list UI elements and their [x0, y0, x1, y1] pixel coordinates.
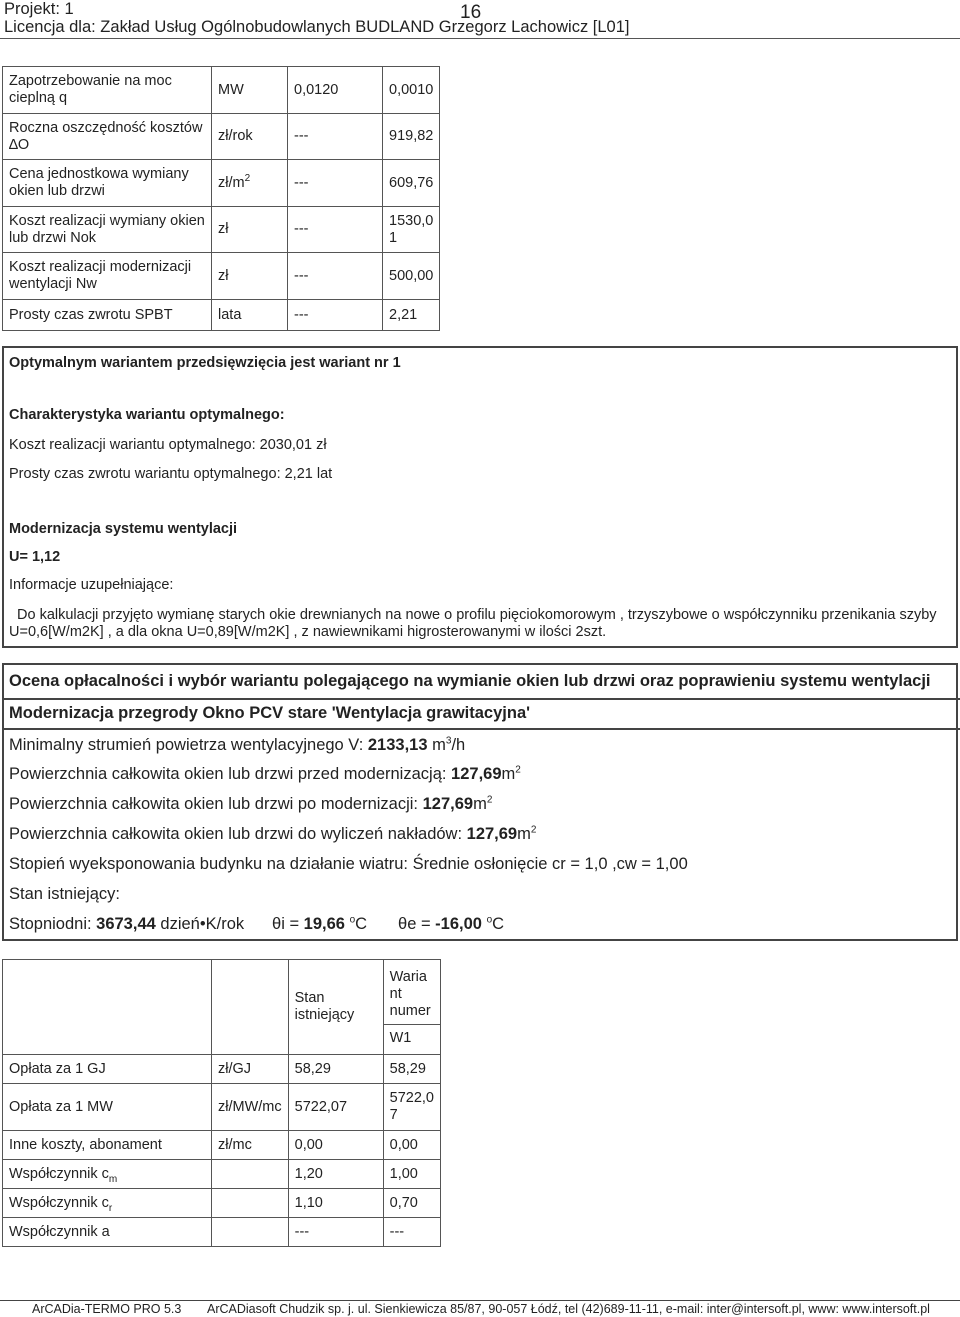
area-before-value: 127,69	[451, 765, 502, 783]
row-state: 1,20	[288, 1160, 383, 1189]
row-variant: 0,70	[383, 1189, 440, 1218]
row-variant: 58,29	[383, 1055, 440, 1084]
area-cost-value: 127,69	[466, 825, 518, 843]
footer-program: ArCADia-TERMO PRO 5.3	[32, 1302, 182, 1316]
row-unit: zł/GJ	[212, 1055, 289, 1084]
table-row	[3, 160, 440, 207]
table-row	[3, 1160, 441, 1189]
area-cost-line: Powierzchnia całkowita okien lub drzwi do wyliczeń nakładów: $127,69m^2$	[9, 824, 537, 843]
modernization-title: Modernizacja systemu wentylacji	[9, 521, 238, 537]
row-variant: 1530,0 1	[383, 207, 440, 253]
row-label: Koszt realizacji modernizacji wentylacji Nw	[3, 253, 212, 300]
header-empty	[212, 960, 289, 1055]
row-label: Roczna oszczędność kosztów ∆O	[3, 114, 212, 160]
row-state: ---	[288, 1218, 383, 1247]
existing-state-label: Stan istniejący:	[9, 885, 120, 903]
row-variant: ---	[383, 1218, 440, 1247]
col-state-header: Stan istniejący	[288, 960, 383, 1055]
assessment-box	[2, 663, 958, 941]
internal-temp: θi = 19,66 $^o$C	[272, 914, 368, 933]
tariff-table	[2, 959, 441, 1247]
row-variant: 919,82	[383, 114, 440, 160]
characteristics-title: Charakterystyka wariantu optymalnego:	[9, 407, 285, 423]
savings-table	[2, 66, 440, 331]
row-before: ---	[288, 253, 383, 300]
row-variant: 0,00	[383, 1131, 440, 1160]
area-before-line: Powierzchnia całkowita okien lub drzwi przed modernizacją: $127,69m^2$	[9, 764, 521, 783]
row-unit	[212, 1160, 289, 1189]
u-value: U= 1,12	[9, 549, 61, 565]
row-unit: zł/rok	[212, 114, 288, 160]
table-row	[3, 1055, 441, 1084]
table-header-row	[3, 960, 441, 1055]
airflow-value: 2133,13	[367, 736, 428, 754]
table-row	[3, 114, 440, 160]
row-unit: zł	[212, 207, 288, 253]
row-unit	[212, 1218, 289, 1247]
row-label: Opłata za 1 MW	[3, 1084, 212, 1131]
row-unit: zł/mc	[212, 1131, 289, 1160]
row-variant: 609,76	[383, 160, 440, 207]
info-line-1: Do kalkulacji przyjęto wymianę starych okie drewnianych na nowe o profilu pięciokomorowym , trzyszybowe o współczynniku przenikania szyby	[17, 607, 937, 623]
row-label: Zapotrzebowanie na moc cieplną q	[3, 67, 212, 114]
page-number: 16	[460, 2, 482, 23]
area-after-line: Powierzchnia całkowita okien lub drzwi po modernizacji: $127,69m^2$	[9, 794, 493, 813]
row-unit: MW	[212, 67, 288, 114]
row-label: Cena jednostkowa wymiany okien lub drzwi	[3, 160, 212, 207]
table-row	[3, 1131, 441, 1160]
project-label: Projekt: 1	[4, 0, 74, 18]
assessment-divider	[4, 728, 960, 730]
table-row	[3, 300, 440, 331]
table-row	[3, 253, 440, 300]
footer-company: ArCADiasoft Chudzik sp. j. ul. Sienkiewicza 85/87, 90-057 Łódź, tel (42)689-11-11, e-mail: inter@intersoft.pl, www: www.intersoft.pl	[207, 1302, 930, 1316]
row-label: Inne koszty, abonament	[3, 1131, 212, 1160]
table-row	[3, 207, 440, 253]
row-before: ---	[288, 300, 383, 331]
area-after-value: 127,69	[422, 795, 474, 813]
table-row	[3, 1084, 441, 1131]
row-unit: zł/MW/mc	[212, 1084, 289, 1131]
info-line-2: U=0,6[W/m2K] , a dla okna U=0,89[W/m2K] , z nawiewnikami higrosterowanymi w ilości 2szt.	[9, 624, 607, 640]
optimal-cost: Koszt realizacji wariantu optymalnego: 2030,01 zł	[9, 437, 327, 453]
row-label: Koszt realizacji wymiany okien lub drzwi Nok	[3, 207, 212, 253]
license-text: Licencja dla: Zakład Usług Ogólnobudowlanych BUDLAND Grzegorz Lachowicz [L01]	[4, 18, 630, 36]
delta-symbol: ∆O	[9, 136, 30, 153]
optimal-variant-text: Optymalnym wariantem przedsięwzięcia jest wariant nr 1	[9, 355, 401, 371]
row-label: Współczynnik $c_r$	[3, 1189, 212, 1218]
wind-exposure: Stopień wyeksponowania budynku na działanie wiatru: Średnie osłonięcie cr = 1,0 ,cw = 1,00	[9, 855, 688, 873]
assessment-subtitle: Modernizacja przegrody Okno PCV stare 'Wentylacja grawitacyjna'	[9, 704, 531, 722]
row-before: ---	[288, 114, 383, 160]
row-label: Prosty czas zwrotu SPBT	[3, 300, 212, 331]
row-before: ---	[288, 160, 383, 207]
airflow-line: Minimalny strumień powietrza wentylacyjnego V: 2133,13 $m^3/h$	[9, 735, 466, 754]
row-unit: lata	[212, 300, 288, 331]
row-unit: $zł/m^2$	[212, 160, 288, 207]
summary-box	[2, 346, 958, 648]
row-unit	[212, 1189, 289, 1218]
row-variant: 5722,0 7	[383, 1084, 440, 1131]
header-divider	[0, 38, 960, 39]
assessment-divider	[4, 698, 960, 700]
col-variant-header: Waria nt numer W1	[383, 960, 440, 1055]
row-variant: 2,21	[383, 300, 440, 331]
info-title: Informacje uzupełniające:	[9, 577, 174, 593]
degree-days-line: Stopniodni: 3673,44 dzień•K/rok	[9, 915, 245, 933]
variant-id: W1	[384, 1024, 440, 1052]
row-unit: zł	[212, 253, 288, 300]
row-state: 58,29	[288, 1055, 383, 1084]
row-label: Opłata za 1 GJ	[3, 1055, 212, 1084]
footer-divider	[0, 1300, 960, 1301]
row-label: Współczynnik a	[3, 1218, 212, 1247]
table-row	[3, 1218, 441, 1247]
row-variant: 0,0010	[383, 67, 440, 114]
table-row	[3, 67, 440, 114]
row-state: 0,00	[288, 1131, 383, 1160]
row-state: 5722,07	[288, 1084, 383, 1131]
row-before: ---	[288, 207, 383, 253]
row-variant: 500,00	[383, 253, 440, 300]
table-row	[3, 1189, 441, 1218]
row-before: 0,0120	[288, 67, 383, 114]
row-variant: 1,00	[383, 1160, 440, 1189]
assessment-title: Ocena opłacalności i wybór wariantu polegającego na wymianie okien lub drzwi oraz poprawieniu systemu wentylacji	[9, 672, 931, 690]
degree-days-value: 3673,44	[96, 915, 156, 933]
external-temp: θe = -16,00 $^o$C	[398, 914, 505, 933]
optimal-payback: Prosty czas zwrotu wariantu optymalnego: 2,21 lat	[9, 466, 333, 482]
header-empty	[3, 960, 212, 1055]
row-label: Współczynnik $c_m$	[3, 1160, 212, 1189]
row-state: 1,10	[288, 1189, 383, 1218]
